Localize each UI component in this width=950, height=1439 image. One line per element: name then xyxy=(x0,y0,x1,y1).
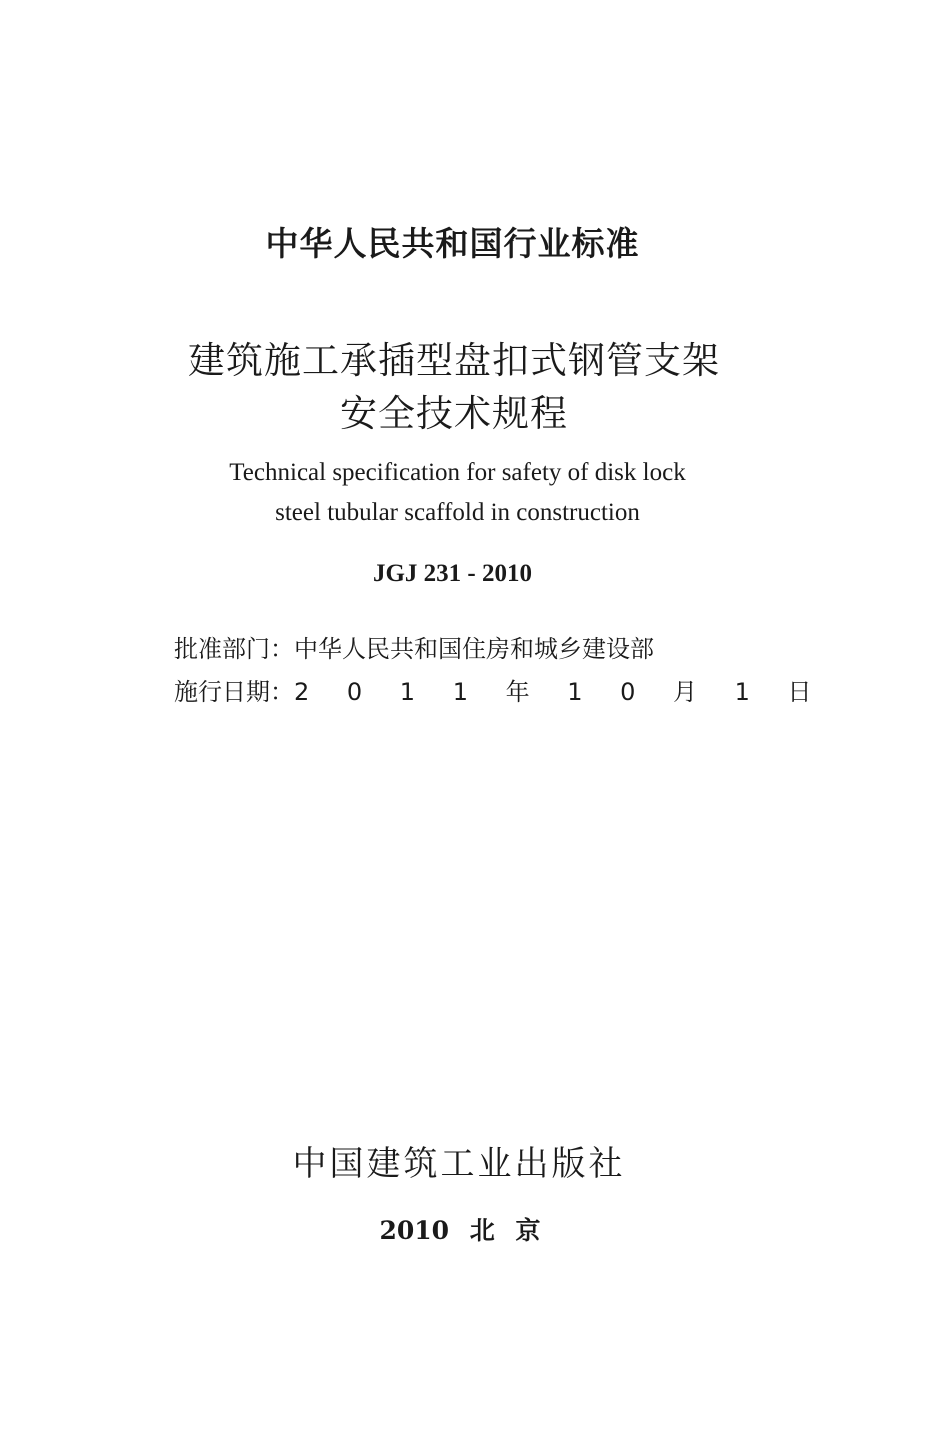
standard-code: JGJ 231 - 2010 xyxy=(372,560,533,587)
effective-date-label: 施行日期： xyxy=(174,678,294,706)
title-en-line1: Technical specification for safety of disk lock xyxy=(229,459,686,486)
publication-year-place: 2010 北 京 xyxy=(379,1216,541,1245)
publisher: 中国建筑工业出版社 xyxy=(292,1144,626,1184)
effective-date-value: 2 0 1 1 年 1 0 月 1 日 xyxy=(294,678,827,706)
title-en-line2: steel tubular scaffold in construction xyxy=(275,499,640,526)
title-cn-line1: 建筑施工承插型盘扣式钢管支架 xyxy=(188,339,720,382)
approval-label: 批准部门： xyxy=(174,635,294,663)
title-cn-line2: 安全技术规程 xyxy=(340,392,568,435)
standard-type: 中华人民共和国行业标准 xyxy=(265,224,640,263)
approval-row xyxy=(174,629,654,664)
approval-value: 中华人民共和国住房和城乡建设部 xyxy=(294,635,654,663)
effective-date-row xyxy=(174,672,827,707)
